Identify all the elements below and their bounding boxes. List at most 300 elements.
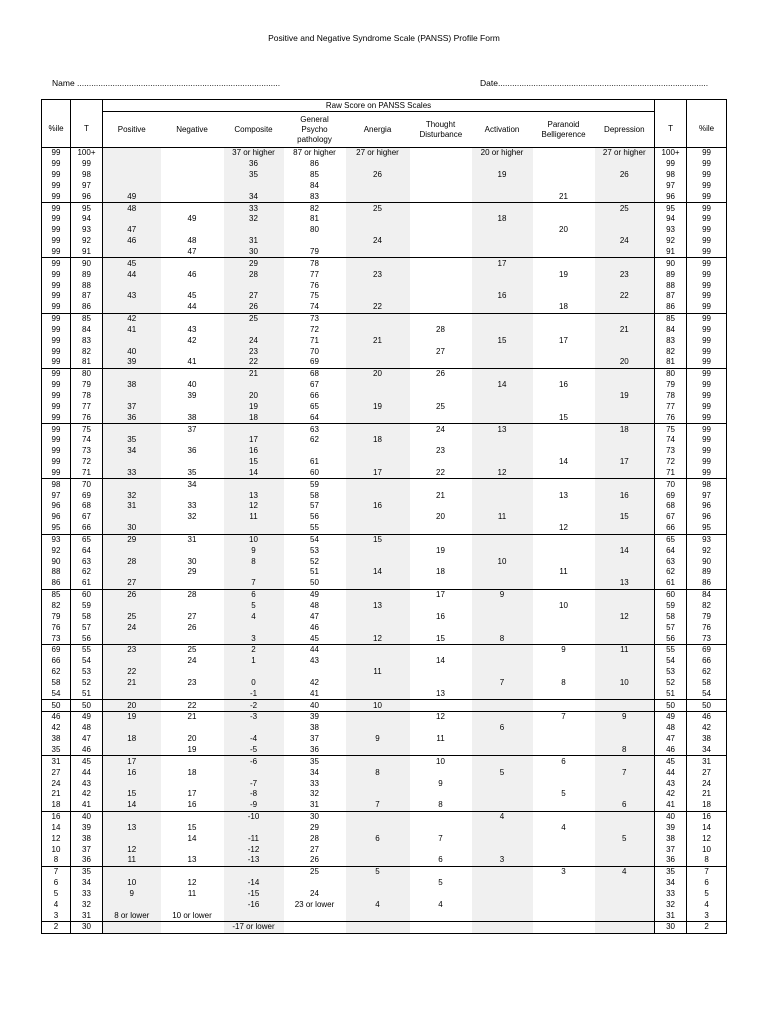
raw-score-header: Raw Score on PANSS Scales: [103, 100, 655, 112]
table-row: [42, 159, 727, 170]
cell-thought-disturbance: 5: [438, 878, 443, 888]
cell-activation: [472, 734, 533, 745]
cell-negative: 12: [187, 878, 197, 888]
cell-t-left: 35: [71, 866, 103, 877]
cell-t-right: 60: [655, 589, 687, 600]
table-row: [42, 457, 727, 468]
table-row: [42, 534, 727, 545]
cell-t-right: 45: [655, 756, 687, 767]
cell-paranoid-belligerence: 13: [559, 490, 568, 500]
cell-negative: 14: [187, 833, 197, 843]
cell-general-psychopathology: 45: [310, 633, 319, 643]
cell-percentile-left: 97: [42, 490, 71, 501]
cell-percentile-left: 54: [42, 688, 71, 699]
cell-t-right: 87: [655, 291, 687, 302]
table-row: [42, 424, 727, 435]
cell-t-right: 41: [655, 800, 687, 811]
cell-negative: 45: [187, 291, 197, 301]
cell-composite: 20: [224, 391, 284, 402]
cell-depression: [595, 811, 655, 822]
cell-paranoid-belligerence: [533, 313, 595, 324]
cell-percentile-left: 93: [42, 534, 71, 545]
cell-paranoid-belligerence: [533, 170, 595, 181]
cell-negative: [161, 778, 224, 789]
cell-t-right: 65: [655, 534, 687, 545]
table-row: [42, 325, 727, 336]
cell-activation: [472, 789, 533, 800]
cell-percentile-left: 99: [42, 302, 71, 313]
cell-depression: 27 or higher: [595, 148, 655, 159]
cell-depression: [595, 479, 655, 490]
cell-thought-disturbance: [410, 280, 472, 291]
cell-t-right: 30: [655, 922, 687, 934]
cell-positive: [103, 656, 161, 667]
cell-paranoid-belligerence: [533, 844, 595, 855]
cell-composite: [224, 280, 284, 291]
cell-thought-disturbance: 23: [436, 446, 445, 456]
cell-t-right: 93: [655, 225, 687, 236]
cell-thought-disturbance: 17: [410, 589, 472, 600]
cell-positive: 17: [103, 756, 161, 767]
cell-thought-disturbance: 14: [436, 656, 445, 666]
cell-percentile-left: 73: [42, 633, 71, 644]
cell-percentile-left: 99: [42, 346, 71, 357]
cell-activation: [472, 822, 533, 833]
cell-activation: [472, 866, 533, 877]
cell-general-psychopathology: 51: [310, 567, 319, 577]
cell-composite: -8: [224, 789, 284, 800]
table-row: [42, 258, 727, 269]
cell-paranoid-belligerence: [533, 501, 595, 512]
cell-negative: 39: [187, 390, 197, 400]
table-row: [42, 866, 727, 877]
cell-percentile-right: 18: [687, 800, 727, 811]
cell-percentile-left: 21: [42, 789, 71, 800]
cell-composite: -12: [224, 844, 284, 855]
cell-percentile-left: 96: [42, 501, 71, 512]
cell-composite: 16: [224, 446, 284, 457]
cell-depression: [595, 688, 655, 699]
cell-anergia: [346, 313, 410, 324]
cell-anergia: [346, 512, 410, 523]
cell-anergia: [346, 688, 410, 699]
cell-composite: 7: [224, 578, 284, 589]
table-row: [42, 467, 727, 478]
cell-anergia: [346, 357, 410, 368]
cell-thought-disturbance: [410, 622, 472, 633]
cell-t-left: 72: [71, 457, 103, 468]
cell-thought-disturbance: [410, 745, 472, 756]
cell-depression: [595, 467, 655, 478]
table-row: [42, 611, 727, 622]
cell-activation: 11: [472, 512, 533, 523]
cell-t-right: 97: [655, 181, 687, 192]
cell-percentile-right: 99: [687, 247, 727, 258]
cell-depression: [595, 899, 655, 910]
cell-positive: [103, 811, 161, 822]
cell-composite: -11: [224, 833, 284, 844]
cell-percentile-right: 89: [687, 567, 727, 578]
cell-positive: [103, 457, 161, 468]
cell-activation: [472, 523, 533, 534]
cell-depression: [595, 181, 655, 192]
cell-thought-disturbance: [410, 269, 472, 280]
cell-negative: [161, 899, 224, 910]
cell-percentile-right: 90: [687, 556, 727, 567]
cell-positive: [103, 479, 161, 490]
cell-percentile-right: 96: [687, 512, 727, 523]
cell-activation: 5: [472, 767, 533, 778]
cell-t-right: 67: [655, 512, 687, 523]
cell-depression: [595, 723, 655, 734]
cell-negative: 21: [161, 712, 224, 723]
cell-activation: [472, 435, 533, 446]
cell-negative: 38: [187, 412, 197, 422]
cell-t-left: 85: [71, 313, 103, 324]
cell-t-right: 100+: [655, 148, 687, 159]
cell-positive: [103, 723, 161, 734]
cell-percentile-right: 66: [687, 656, 727, 667]
cell-depression: [595, 667, 655, 678]
table-row: [42, 170, 727, 181]
cell-t-right: 42: [655, 789, 687, 800]
cell-activation: [472, 346, 533, 357]
cell-negative: [161, 203, 224, 214]
cell-anergia: [346, 457, 410, 468]
cell-percentile-left: 7: [42, 866, 71, 877]
cell-percentile-left: 95: [42, 523, 71, 534]
cell-percentile-right: 76: [687, 622, 727, 633]
cell-anergia: [346, 578, 410, 589]
cell-general-psychopathology: 82: [284, 203, 346, 214]
cell-composite: -7: [224, 778, 284, 789]
cell-positive: [103, 368, 161, 379]
cell-negative: [161, 578, 224, 589]
cell-paranoid-belligerence: [533, 778, 595, 789]
cell-negative: 18: [187, 767, 197, 777]
cell-composite: 31: [224, 236, 284, 247]
cell-paranoid-belligerence: [533, 401, 595, 412]
cell-paranoid-belligerence: [533, 357, 595, 368]
cell-composite: [224, 523, 284, 534]
cell-t-left: 87: [71, 291, 103, 302]
cell-positive: 23: [103, 644, 161, 655]
cell-negative: [161, 545, 224, 556]
cell-depression: [595, 878, 655, 889]
cell-t-left: 44: [71, 767, 103, 778]
cell-percentile-right: 21: [687, 789, 727, 800]
cell-paranoid-belligerence: 17: [559, 335, 568, 345]
col-header-activation: Activation: [472, 112, 533, 148]
cell-depression: 13: [595, 578, 655, 589]
cell-activation: [472, 800, 533, 811]
cell-positive: 48: [103, 203, 161, 214]
cell-anergia: [346, 391, 410, 402]
col-header-negative: Negative: [161, 112, 224, 148]
cell-composite: -16: [224, 899, 284, 910]
cell-t-right: 72: [655, 457, 687, 468]
cell-anergia: [346, 479, 410, 490]
cell-anergia: [346, 611, 410, 622]
cell-t-left: 80: [71, 368, 103, 379]
table-row: [42, 800, 727, 811]
cell-t-left: 37: [71, 844, 103, 855]
col-header-t-right: T: [655, 112, 687, 148]
cell-anergia: [346, 678, 410, 689]
table-row: [42, 236, 727, 247]
table-row: [42, 446, 727, 457]
cell-paranoid-belligerence: [533, 467, 595, 478]
cell-general-psychopathology: 57: [310, 501, 319, 511]
cell-anergia: [346, 424, 410, 435]
cell-paranoid-belligerence: 15: [559, 412, 568, 422]
cell-thought-disturbance: [410, 457, 472, 468]
cell-thought-disturbance: 24: [410, 424, 472, 435]
cell-percentile-right: 99: [687, 380, 727, 391]
cell-thought-disturbance: 4: [438, 899, 443, 909]
cell-positive: 42: [103, 313, 161, 324]
cell-paranoid-belligerence: [533, 667, 595, 678]
cell-t-right: 46: [655, 745, 687, 756]
cell-paranoid-belligerence: [533, 435, 595, 446]
cell-thought-disturbance: [410, 723, 472, 734]
cell-thought-disturbance: 11: [436, 734, 445, 744]
cell-percentile-right: 99: [687, 203, 727, 214]
cell-anergia: [346, 280, 410, 291]
cell-negative: 24: [187, 656, 197, 666]
cell-percentile-left: 99: [42, 391, 71, 402]
table-row: [42, 335, 727, 346]
cell-paranoid-belligerence: [533, 700, 595, 712]
cell-paranoid-belligerence: 4: [561, 822, 566, 832]
table-row: [42, 412, 727, 423]
cell-percentile-right: 99: [687, 368, 727, 379]
cell-general-psychopathology: 39: [284, 712, 346, 723]
cell-composite: [224, 325, 284, 336]
date-field[interactable]: Date.........................................................................................: [480, 78, 709, 88]
cell-depression: [595, 368, 655, 379]
cell-anergia: [346, 412, 410, 423]
cell-percentile-right: 50: [687, 700, 727, 712]
cell-paranoid-belligerence: 9: [533, 644, 595, 655]
cell-percentile-left: 99: [42, 368, 71, 379]
cell-positive: [103, 567, 161, 578]
cell-composite: [224, 380, 284, 391]
cell-composite: -15: [224, 889, 284, 900]
cell-t-right: 96: [655, 191, 687, 202]
cell-positive: 34: [103, 446, 161, 457]
col-header-anergia: Anergia: [346, 112, 410, 148]
cell-negative: 17: [187, 789, 197, 799]
cell-t-right: 79: [655, 380, 687, 391]
cell-negative: [161, 170, 224, 181]
cell-percentile-right: 99: [687, 335, 727, 346]
cell-activation: 20 or higher: [472, 148, 533, 159]
cell-negative: 11: [187, 888, 197, 898]
cell-t-left: 45: [71, 756, 103, 767]
cell-thought-disturbance: [410, 910, 472, 921]
cell-activation: 13: [472, 424, 533, 435]
cell-general-psychopathology: [284, 236, 346, 247]
cell-negative: 22: [161, 700, 224, 712]
cell-positive: [103, 424, 161, 435]
cell-paranoid-belligerence: [533, 745, 595, 756]
cell-percentile-right: 5: [687, 889, 727, 900]
cell-depression: 7: [595, 767, 655, 778]
cell-positive: 45: [103, 258, 161, 269]
cell-percentile-left: 99: [42, 191, 71, 202]
cell-activation: [472, 844, 533, 855]
cell-positive: 43: [103, 291, 161, 302]
table-row: [42, 700, 727, 712]
cell-depression: 22: [595, 291, 655, 302]
cell-anergia: [346, 589, 410, 600]
cell-general-psychopathology: 66: [310, 390, 319, 400]
name-field[interactable]: Name ......................................................................................: [52, 78, 281, 88]
cell-paranoid-belligerence: [533, 236, 595, 247]
cell-percentile-right: 99: [687, 269, 727, 280]
cell-general-psychopathology: 79: [310, 247, 319, 257]
cell-negative: [161, 866, 224, 877]
cell-composite: [224, 567, 284, 578]
cell-activation: [472, 313, 533, 324]
cell-negative: [161, 191, 224, 202]
cell-percentile-left: 10: [42, 844, 71, 855]
table-row: [42, 745, 727, 756]
cell-depression: [595, 335, 655, 346]
cell-percentile-left: 99: [42, 412, 71, 423]
cell-paranoid-belligerence: [533, 622, 595, 633]
cell-thought-disturbance: 10: [410, 756, 472, 767]
cell-percentile-right: 99: [687, 457, 727, 468]
cell-anergia: [346, 258, 410, 269]
cell-general-psychopathology: 52: [310, 556, 319, 566]
cell-general-psychopathology: 59: [284, 479, 346, 490]
table-row: [42, 688, 727, 699]
cell-depression: 12: [595, 611, 655, 622]
cell-t-right: 38: [655, 833, 687, 844]
cell-general-psychopathology: 60: [310, 467, 319, 477]
cell-percentile-right: 84: [687, 589, 727, 600]
cell-percentile-right: 10: [687, 844, 727, 855]
col-header-percentile-right: %ile: [687, 112, 727, 148]
cell-activation: [472, 534, 533, 545]
cell-percentile-right: 99: [687, 236, 727, 247]
cell-paranoid-belligerence: [533, 148, 595, 159]
cell-percentile-left: 99: [42, 467, 71, 478]
cell-composite: 13: [224, 490, 284, 501]
cell-negative: [161, 258, 224, 269]
cell-percentile-right: 8: [687, 855, 727, 866]
cell-anergia: 5: [346, 866, 410, 877]
cell-percentile-right: 99: [687, 412, 727, 423]
cell-t-right: 63: [655, 556, 687, 567]
cell-t-right: 80: [655, 368, 687, 379]
cell-negative: [161, 368, 224, 379]
cell-depression: 5: [595, 833, 655, 844]
cell-negative: 40: [187, 380, 197, 390]
cell-t-left: 88: [71, 280, 103, 291]
cell-composite: 30: [224, 247, 284, 258]
cell-anergia: 11: [346, 667, 410, 678]
cell-t-left: 46: [71, 745, 103, 756]
cell-paranoid-belligerence: [533, 258, 595, 269]
cell-t-left: 83: [71, 335, 103, 346]
table-row: [42, 556, 727, 567]
cell-general-psychopathology: 27: [310, 844, 319, 854]
cell-anergia: [346, 622, 410, 633]
cell-t-left: 62: [71, 567, 103, 578]
cell-activation: [472, 667, 533, 678]
cell-paranoid-belligerence: 11: [559, 567, 568, 577]
cell-negative: 20: [187, 734, 197, 744]
cell-t-left: 69: [71, 490, 103, 501]
cell-paranoid-belligerence: [533, 767, 595, 778]
cell-t-left: 67: [71, 512, 103, 523]
cell-t-left: 38: [71, 833, 103, 844]
cell-activation: 7: [472, 678, 533, 689]
cell-general-psychopathology: 54: [284, 534, 346, 545]
cell-t-right: 66: [655, 523, 687, 534]
cell-general-psychopathology: 80: [310, 225, 319, 235]
cell-percentile-left: 99: [42, 181, 71, 192]
cell-t-left: 74: [71, 435, 103, 446]
table-row: [42, 203, 727, 214]
cell-paranoid-belligerence: 6: [533, 756, 595, 767]
cell-percentile-right: 27: [687, 767, 727, 778]
cell-thought-disturbance: [410, 181, 472, 192]
cell-t-right: 39: [655, 822, 687, 833]
cell-percentile-right: 96: [687, 501, 727, 512]
cell-t-right: 94: [655, 214, 687, 225]
cell-t-left: 81: [71, 357, 103, 368]
cell-percentile-right: 69: [687, 644, 727, 655]
cell-general-psychopathology: 23 or lower: [294, 899, 335, 909]
cell-percentile-left: 2: [42, 922, 71, 934]
cell-depression: 25: [595, 203, 655, 214]
cell-percentile-left: 88: [42, 567, 71, 578]
cell-t-right: 75: [655, 424, 687, 435]
cell-activation: 15: [472, 335, 533, 346]
cell-thought-disturbance: [410, 922, 472, 934]
cell-percentile-left: 12: [42, 833, 71, 844]
cell-depression: 6: [595, 800, 655, 811]
cell-composite: [224, 181, 284, 192]
table-row: [42, 899, 727, 910]
cell-t-left: 58: [71, 611, 103, 622]
cell-percentile-left: 4: [42, 899, 71, 910]
cell-general-psychopathology: 30: [284, 811, 346, 822]
cell-paranoid-belligerence: [533, 922, 595, 934]
cell-percentile-left: 76: [42, 622, 71, 633]
cell-composite: -2: [224, 700, 284, 712]
cell-activation: [472, 899, 533, 910]
cell-t-right: 52: [655, 678, 687, 689]
cell-activation: [472, 236, 533, 247]
cell-depression: [595, 247, 655, 258]
cell-percentile-right: 92: [687, 545, 727, 556]
cell-percentile-left: 99: [42, 280, 71, 291]
cell-activation: [472, 922, 533, 934]
cell-anergia: [346, 878, 410, 889]
cell-positive: [103, 833, 161, 844]
cell-percentile-right: 73: [687, 633, 727, 644]
table-row: [42, 357, 727, 368]
cell-anergia: 20: [346, 368, 410, 379]
cell-t-left: 39: [71, 822, 103, 833]
table-row: [42, 878, 727, 889]
cell-general-psychopathology: [284, 446, 346, 457]
